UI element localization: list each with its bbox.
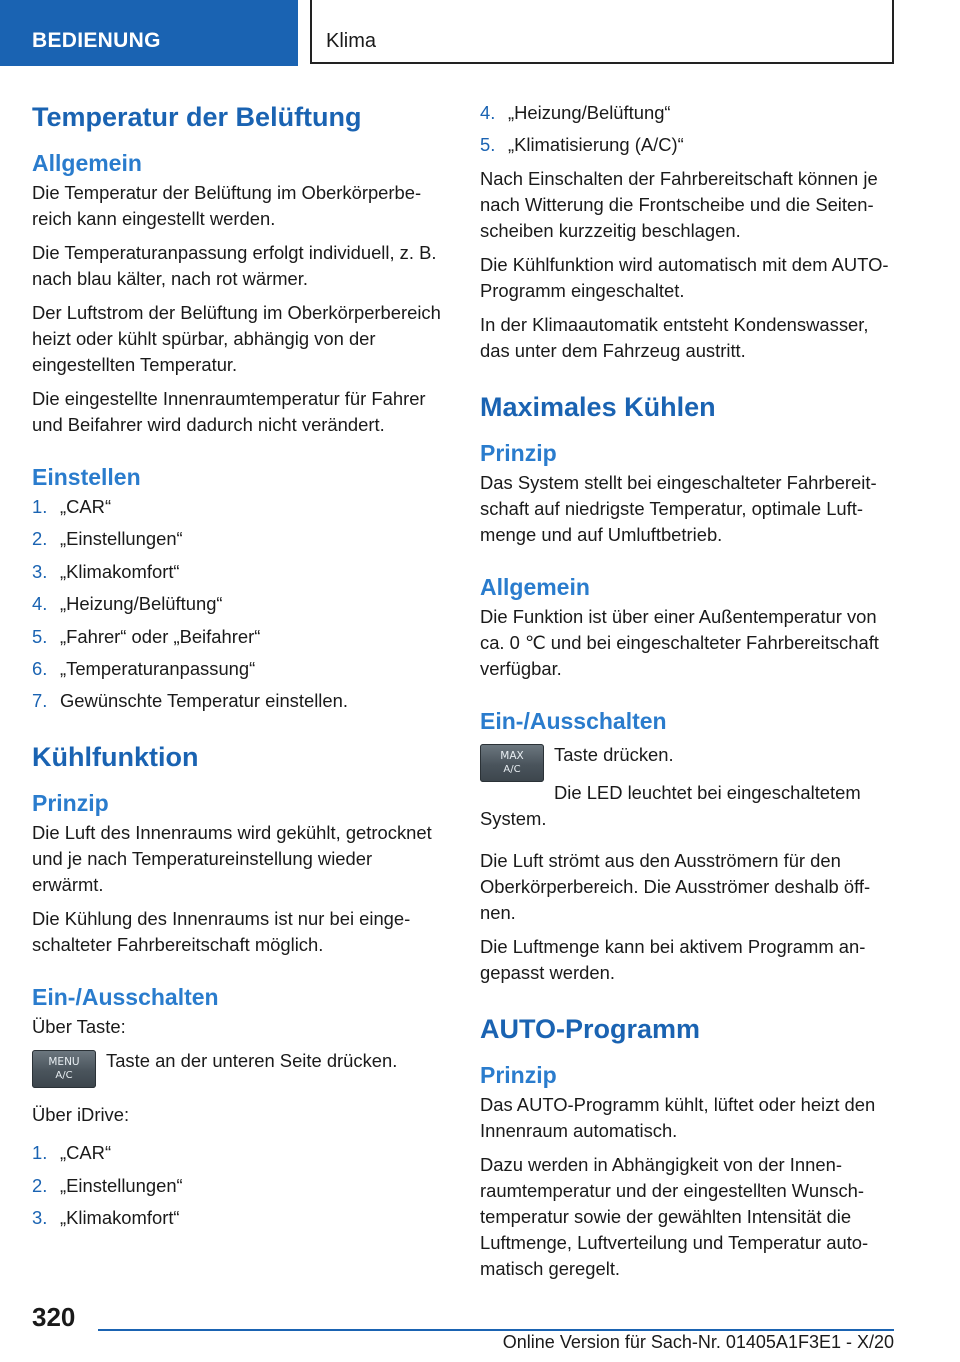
paragraph: Taste an der unteren Seite drücken.: [106, 1050, 398, 1072]
heading-principle: Prinzip: [32, 790, 109, 817]
section-title-cooling: Kühlfunktion: [32, 742, 199, 773]
paragraph: Die Luft strömt aus den Ausströmern für den Oberkörperbereich. Die Ausströmer deshalb öffnen.: [480, 850, 871, 924]
paragraph: Nach Einschalten der Fahrbereitschaft können je nach Witterung die Frontscheibe und die Seitenscheiben kurzzeitig beschlagen.: [480, 168, 878, 242]
paragraph: Die Luftmenge kann bei aktivem Programm angepasst werden.: [480, 936, 866, 984]
list-item: [32, 624, 444, 650]
button-icon-line: MENU: [48, 1056, 80, 1069]
paragraph: Taste drücken.: [554, 744, 674, 766]
heading-principle: Prinzip: [480, 440, 557, 467]
step-number: 1.: [32, 496, 48, 517]
button-icon-line: A/C: [503, 764, 521, 776]
step-text: „Klimakomfort“: [60, 560, 180, 582]
right-column: [480, 100, 896, 1290]
paragraph: Über iDrive:: [32, 1104, 130, 1126]
list-item: [32, 591, 444, 617]
paragraph: Die Kühlung des Innenraums ist nur bei eingeschalteter Fahrbereitschaft möglich.: [32, 908, 411, 956]
list-item: [32, 1140, 444, 1166]
paragraph: Der Luftstrom der Belüftung im Oberkörperbereich heizt oder kühlt spürbar, abhängig von der eingestellten Temperatur.: [32, 302, 441, 375]
chapter-header: [310, 0, 894, 64]
paragraph: Die Luft des Innenraums wird gekühlt, getrocknet und je nach Temperatureinstellung wieder erwärmt.: [32, 822, 432, 896]
paragraph: Dazu werden in Abhängigkeit von der Innenraumtemperatur und der eingestellten Wunschtemperatur sowie der gewählten Intensität die Luftmenge, Luftverteilung und Temperatur automatisch geregelt.: [480, 1154, 869, 1280]
paragraph: Die eingestellte Innenraumtemperatur für Fahrer und Beifahrer wird dadurch nicht verändert.: [32, 388, 426, 435]
step-number: 2.: [32, 528, 48, 550]
section-title-max-cooling: Maximales Kühlen: [480, 392, 716, 423]
list-item: [32, 1173, 444, 1199]
paragraph: Die Temperatur der Belüftung im Oberkörperbereich kann eingestellt werden.: [32, 182, 422, 229]
paragraph: Die LED leuchtet bei eingeschaltetem System.: [480, 782, 861, 830]
step-number: 3.: [32, 560, 48, 582]
page-number: 320: [32, 1302, 76, 1332]
button-instruction: [480, 742, 896, 782]
step-text: „Heizung/Belüftung“: [508, 102, 671, 123]
step-text: „CAR“: [60, 496, 112, 517]
step-text: „Temperaturanpassung“: [60, 657, 256, 679]
section-label: BEDIENUNG: [32, 29, 161, 52]
step-text: „Einstellungen“: [60, 528, 183, 550]
step-number: 2.: [32, 1174, 48, 1196]
max-ac-button-icon: [480, 744, 544, 782]
step-number: 4.: [32, 593, 48, 615]
button-icon-line: MAX: [500, 750, 524, 763]
idrive-steps: [32, 1140, 444, 1231]
settings-steps: [32, 494, 444, 714]
step-text: „CAR“: [60, 1142, 112, 1164]
step-text: „Klimatisierung (A/C)“: [508, 134, 684, 156]
step-number: 5.: [32, 625, 48, 647]
step-text: „Einstellungen“: [60, 1174, 183, 1196]
step-text: „Heizung/Belüftung“: [60, 593, 223, 615]
heading-on-off: Ein-/Ausschalten: [480, 708, 667, 735]
heading-settings: Einstellen: [32, 464, 141, 490]
paragraph: Die Kühlfunktion wird automatisch mit dem AUTO-Programm eingeschaltet.: [480, 254, 889, 302]
menu-ac-button-icon: [32, 1050, 96, 1088]
paragraph: Über Taste:: [32, 1016, 126, 1038]
paragraph: Die Temperaturanpassung erfolgt individuell, z. B. nach blau kälter, nach rot wärmer.: [32, 242, 437, 289]
step-text: „Fahrer“ oder „Beifahrer“: [60, 625, 261, 647]
chapter-label: Klima: [326, 30, 377, 52]
section-title-temperature: Temperatur der Belüftung: [32, 102, 362, 132]
paragraph: In der Klimaautomatik entsteht Kondenswasser, das unter dem Fahrzeug austritt.: [480, 314, 869, 362]
step-number: 4.: [480, 102, 496, 123]
list-item: [32, 559, 444, 585]
footer-version-text: Online Version für Sach-Nr. 01405A1F3E1 - X/20: [502, 1332, 894, 1352]
heading-principle: Prinzip: [480, 1062, 557, 1089]
button-icon-line: A/C: [55, 1070, 73, 1082]
section-tab: [0, 0, 298, 66]
heading-on-off: Ein-/Ausschalten: [32, 984, 219, 1011]
list-item: [480, 100, 896, 126]
step-number: 7.: [32, 690, 48, 712]
step-number: 5.: [480, 134, 496, 156]
idrive-steps-continued: [480, 100, 896, 158]
paragraph: Die Funktion ist über einer Außentemperatur von ca. 0 ℃ und bei eingeschalteter Fahrbereitschaft verfügbar.: [480, 606, 879, 680]
step-number: 6.: [32, 657, 48, 679]
step-number: 1.: [32, 1142, 48, 1164]
list-item: [32, 688, 444, 714]
step-text: Gewünschte Temperatur einstellen.: [60, 690, 348, 712]
step-text: „Klimakomfort“: [60, 1207, 180, 1229]
list-item: [32, 656, 444, 682]
heading-general: Allgemein: [32, 150, 142, 176]
list-item: [32, 1205, 444, 1231]
button-instruction: [32, 1048, 444, 1088]
list-item: [480, 132, 896, 158]
paragraph: Das AUTO-Programm kühlt, lüftet oder heizt den Innenraum automatisch.: [480, 1094, 876, 1142]
paragraph: Das System stellt bei eingeschalteter Fahrbereitschaft auf niedrigste Temperatur, optimale Luftmenge und auf Umluftbetrieb.: [480, 472, 877, 546]
step-number: 3.: [32, 1207, 48, 1229]
heading-general: Allgemein: [480, 574, 590, 601]
list-item: [32, 526, 444, 552]
footer-divider: [98, 1329, 894, 1331]
section-title-auto-program: AUTO-Programm: [480, 1014, 701, 1045]
left-column: [32, 100, 444, 1239]
list-item: [32, 494, 444, 520]
